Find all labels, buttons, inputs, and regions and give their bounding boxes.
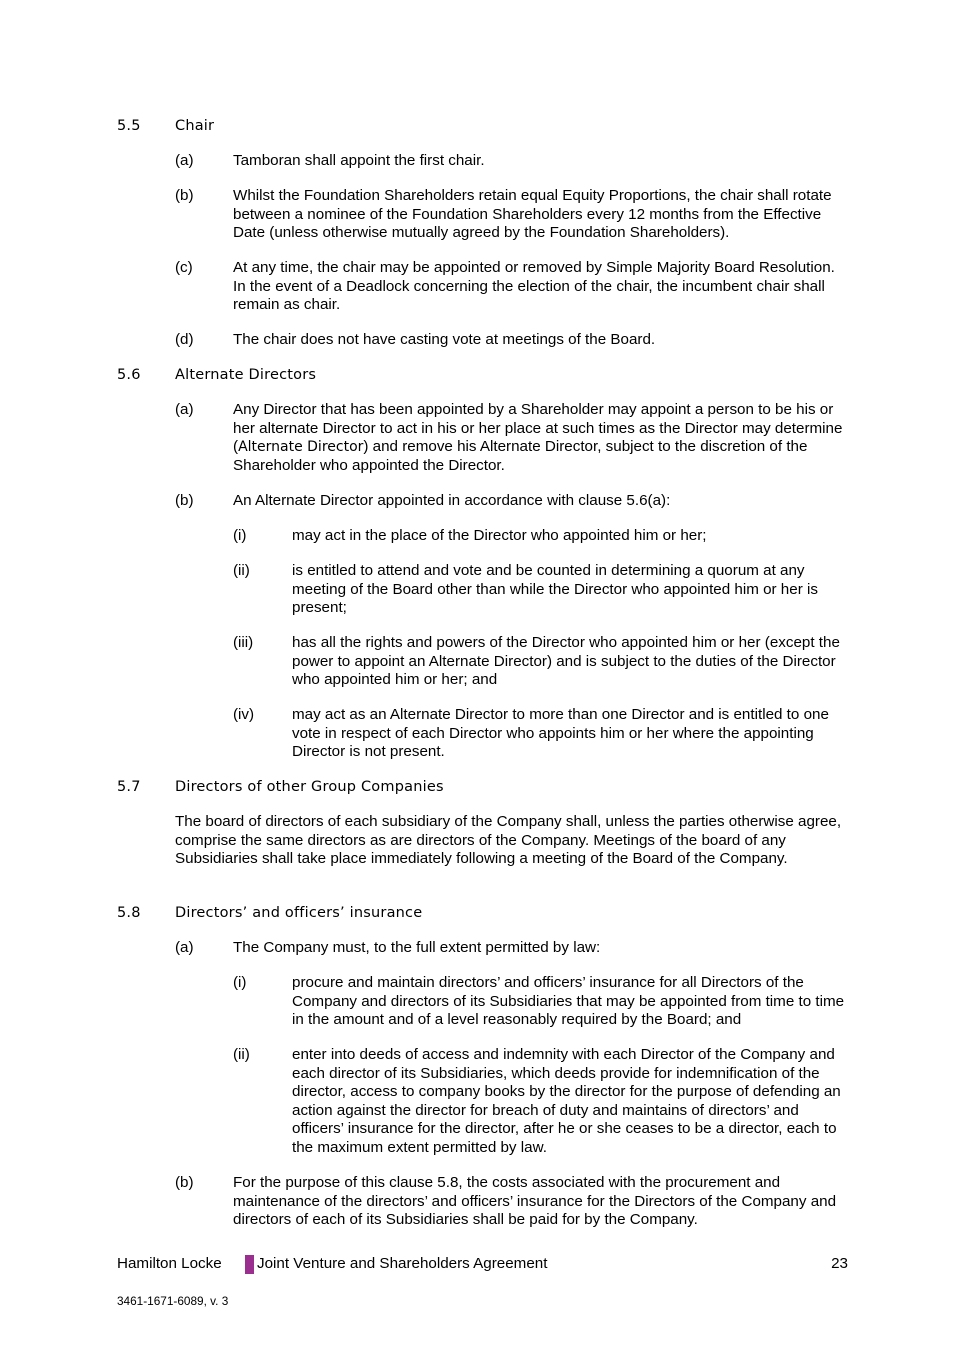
section-number: 5.7 bbox=[117, 779, 141, 795]
defined-term: Alternate Director bbox=[238, 439, 364, 456]
subclause-label: (i) bbox=[233, 974, 247, 991]
document-reference: 3461-1671-6089, v. 3 bbox=[117, 1294, 229, 1308]
clause-text: Whilst the Foundation Shareholders retain equal Equity Proportions, the chair shall rotate between a nominee of the Foundation Shareholders every 12 months from the Effective Date (unless otherwise mutually agreed by the Foundation Shareholders). bbox=[233, 187, 832, 242]
clause-text: For the purpose of this clause 5.8, the costs associated with the procurement and maintenance of the directors’ and officers’ insurance for the Directors of the Company and directors of each of its Subsidiaries shall be paid for by the Company. bbox=[233, 1174, 837, 1229]
clause-text: Any Director that has been appointed by a Shareholder may appoint a person to be his or her alternate Director to act in his or her place at such times as the Director may determine (Alternate Director) and remove his Alternate Director, subject to the discretion of the Shareholder who appointed the Director. bbox=[233, 401, 843, 474]
clause-label: (b) bbox=[175, 187, 194, 204]
clause-text: The Company must, to the full extent permitted by law: bbox=[233, 939, 601, 956]
clause-label: (b) bbox=[175, 1174, 194, 1191]
clause-text: Tamboran shall appoint the first chair. bbox=[233, 152, 485, 169]
subclause-label: (iv) bbox=[233, 706, 255, 723]
clause-text: The chair does not have casting vote at meetings of the Board. bbox=[233, 331, 656, 348]
subclause-text: is entitled to attend and vote and be counted in determining a quorum at any meeting of the Board other than while the Director who appointed him or her is present; bbox=[292, 562, 818, 617]
clause-label: (c) bbox=[175, 259, 193, 276]
firm-name: Hamilton Locke bbox=[117, 1255, 222, 1272]
clause-label: (d) bbox=[175, 331, 194, 348]
clause-label: (a) bbox=[175, 401, 194, 418]
clause-label: (a) bbox=[175, 152, 194, 169]
subclause-text: has all the rights and powers of the Director who appointed him or her (except the power to appoint an Alternate Director) and is subject to the duties of the Director who appointed him or her; and bbox=[292, 634, 840, 689]
document-title: Joint Venture and Shareholders Agreement bbox=[257, 1255, 548, 1272]
page-number: 23 bbox=[831, 1255, 848, 1272]
section-number: 5.6 bbox=[117, 367, 141, 383]
brand-bar bbox=[245, 1255, 254, 1274]
section-5-7-paragraph: The board of directors of each subsidiary of the Company shall, unless the parties otherwise agree, comprise the same directors as are directors of the Company. Meetings of the board of any Subsidiaries shall take place immediately following a meeting of the Board of the Company. bbox=[175, 813, 842, 868]
clause-label: (b) bbox=[175, 492, 194, 509]
clause-label: (a) bbox=[175, 939, 194, 956]
subclause-text: may act in the place of the Director who appointed him or her; bbox=[292, 527, 707, 544]
section-number: 5.8 bbox=[117, 905, 141, 921]
section-title: Alternate Directors bbox=[175, 367, 317, 383]
subclause-text: enter into deeds of access and indemnity with each Director of the Company and each director of its Subsidiaries, which deeds provide for indemnification of the director, access to company books by the director for the purpose of defending an action against the director for breach of duty and maintains of directors’ and officers’ insurance for the director, after he or she ceases to be a director, each to the maximum extent permitted by law. bbox=[292, 1046, 841, 1156]
subclause-label: (ii) bbox=[233, 1046, 250, 1063]
clause-text: At any time, the chair may be appointed or removed by Simple Majority Board Resolution. In the event of a Deadlock concerning the election of the chair, the incumbent chair shall remain as chair. bbox=[233, 259, 835, 314]
section-title: Chair bbox=[175, 118, 215, 134]
clause-text: An Alternate Director appointed in accordance with clause 5.6(a): bbox=[233, 492, 671, 509]
subclause-label: (i) bbox=[233, 527, 247, 544]
page-footer bbox=[117, 1255, 852, 1275]
section-title: Directors of other Group Companies bbox=[175, 779, 444, 795]
subclause-text: procure and maintain directors’ and officers’ insurance for all Directors of the Company and directors of its Subsidiaries that may be appointed from time to time in the amount and of a level reasonably required by the Board; and bbox=[292, 974, 845, 1029]
section-title: Directors’ and officers’ insurance bbox=[175, 905, 423, 921]
subclause-label: (ii) bbox=[233, 562, 250, 579]
subclause-text: may act as an Alternate Director to more than one Director and is entitled to one vote in respect of each Director who appoints him or her where the appointing Director is not present. bbox=[292, 706, 829, 761]
subclause-label: (iii) bbox=[233, 634, 254, 651]
section-number: 5.5 bbox=[117, 118, 141, 134]
